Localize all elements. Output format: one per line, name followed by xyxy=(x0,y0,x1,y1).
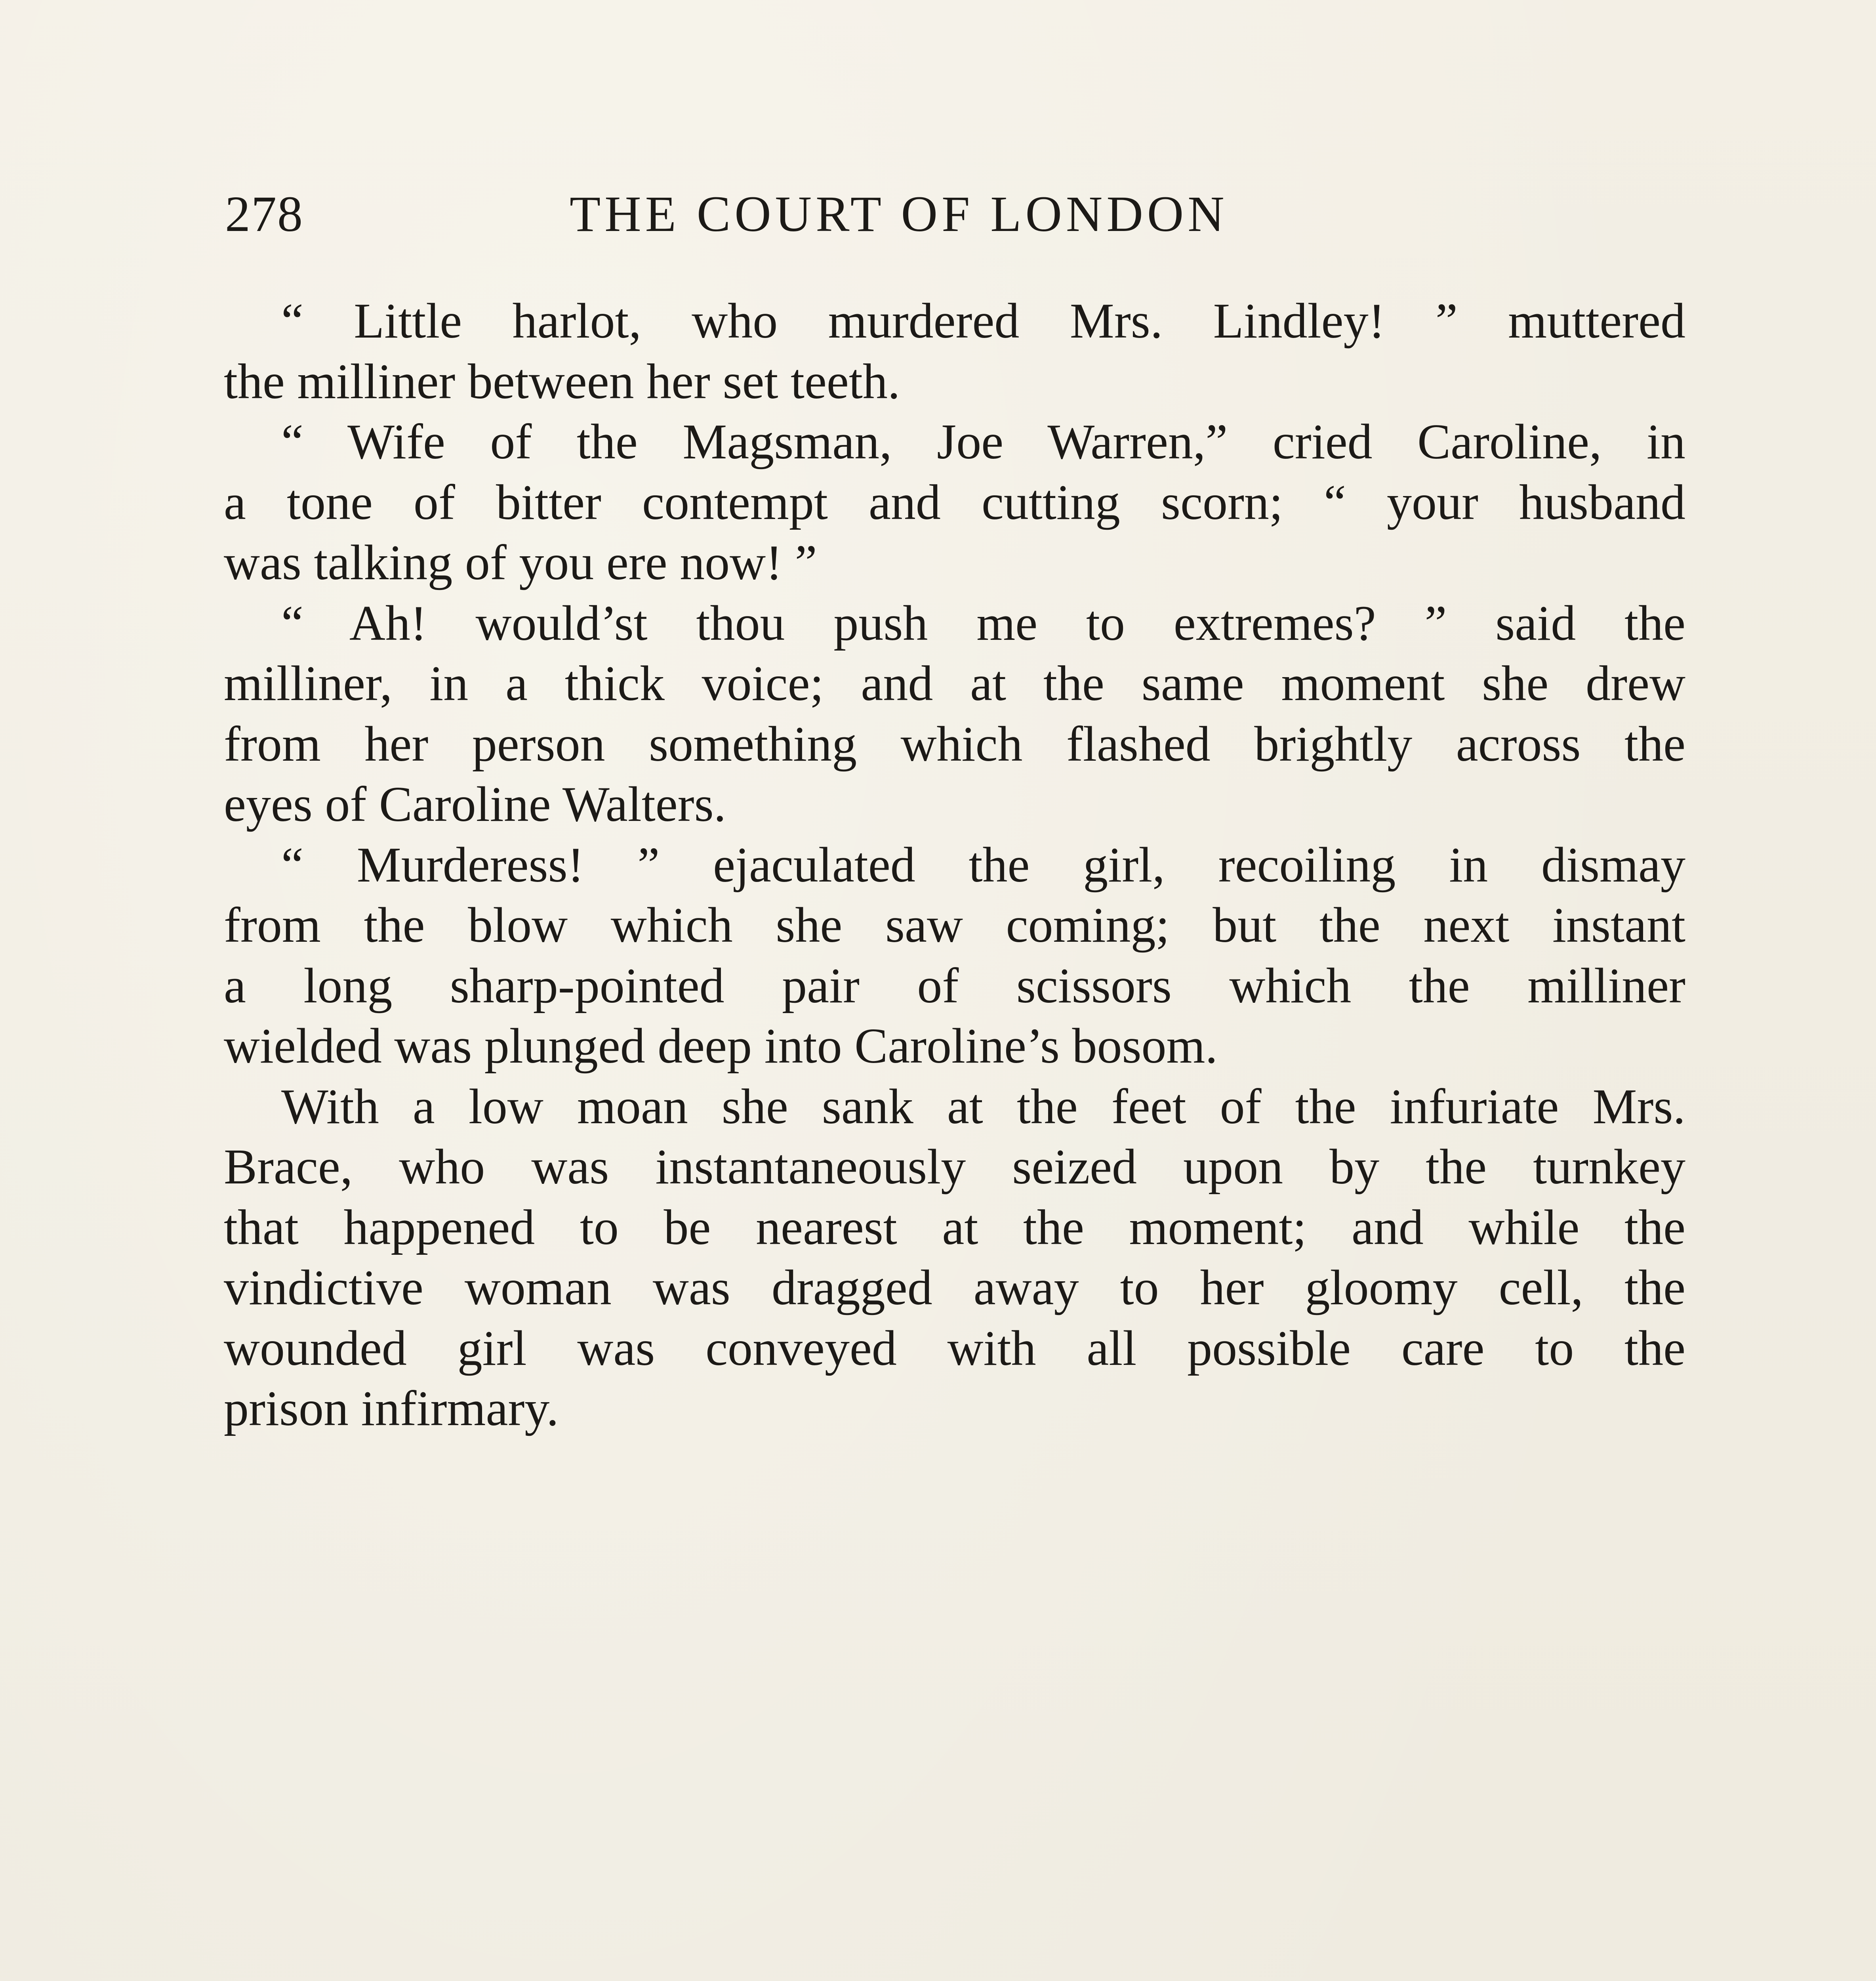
text-line: from the blow which she saw coming; but the next instant xyxy=(224,898,1685,953)
text-line: that happened to be nearest at the moment; and while the xyxy=(224,1200,1685,1255)
text-line: With a low moan she sank at the feet of the infuriate Mrs. xyxy=(281,1079,1685,1134)
text-line: was talking of you ere now! ” xyxy=(224,535,817,590)
text-line: milliner, in a thick voice; and at the same moment she drew xyxy=(224,656,1685,711)
running-title: THE COURT OF LONDON xyxy=(570,186,1228,242)
page-header xyxy=(225,186,1346,242)
text-line: “ Murderess! ” ejaculated the girl, recoiling in dismay xyxy=(281,837,1685,893)
text-line: a long sharp-pointed pair of scissors which the milliner xyxy=(224,958,1685,1013)
text-line: Brace, who was instantaneously seized upon by the turnkey xyxy=(224,1139,1685,1195)
text-line: the milliner between her set teeth. xyxy=(224,354,900,409)
text-line: eyes of Caroline Walters. xyxy=(224,777,726,832)
text-line: vindictive woman was dragged away to her gloomy cell, the xyxy=(224,1260,1685,1315)
text-line: from her person something which flashed brightly across the xyxy=(224,716,1685,772)
text-line: wielded was plunged deep into Caroline’s bosom. xyxy=(224,1019,1218,1074)
text-line: prison infirmary. xyxy=(224,1381,559,1436)
page-number: 278 xyxy=(225,186,303,242)
text-line: “ Little harlot, who murdered Mrs. Lindley! ” muttered xyxy=(281,294,1685,349)
text-line: “ Ah! would’st thou push me to extremes? ” said the xyxy=(281,595,1685,651)
text-line: “ Wife of the Magsman, Joe Warren,” cried Caroline, in xyxy=(281,414,1685,469)
text-line: a tone of bitter contempt and cutting scorn; “ your husband xyxy=(224,475,1685,530)
body-text xyxy=(224,291,1685,1439)
text-line: wounded girl was conveyed with all possible care to the xyxy=(224,1321,1685,1376)
